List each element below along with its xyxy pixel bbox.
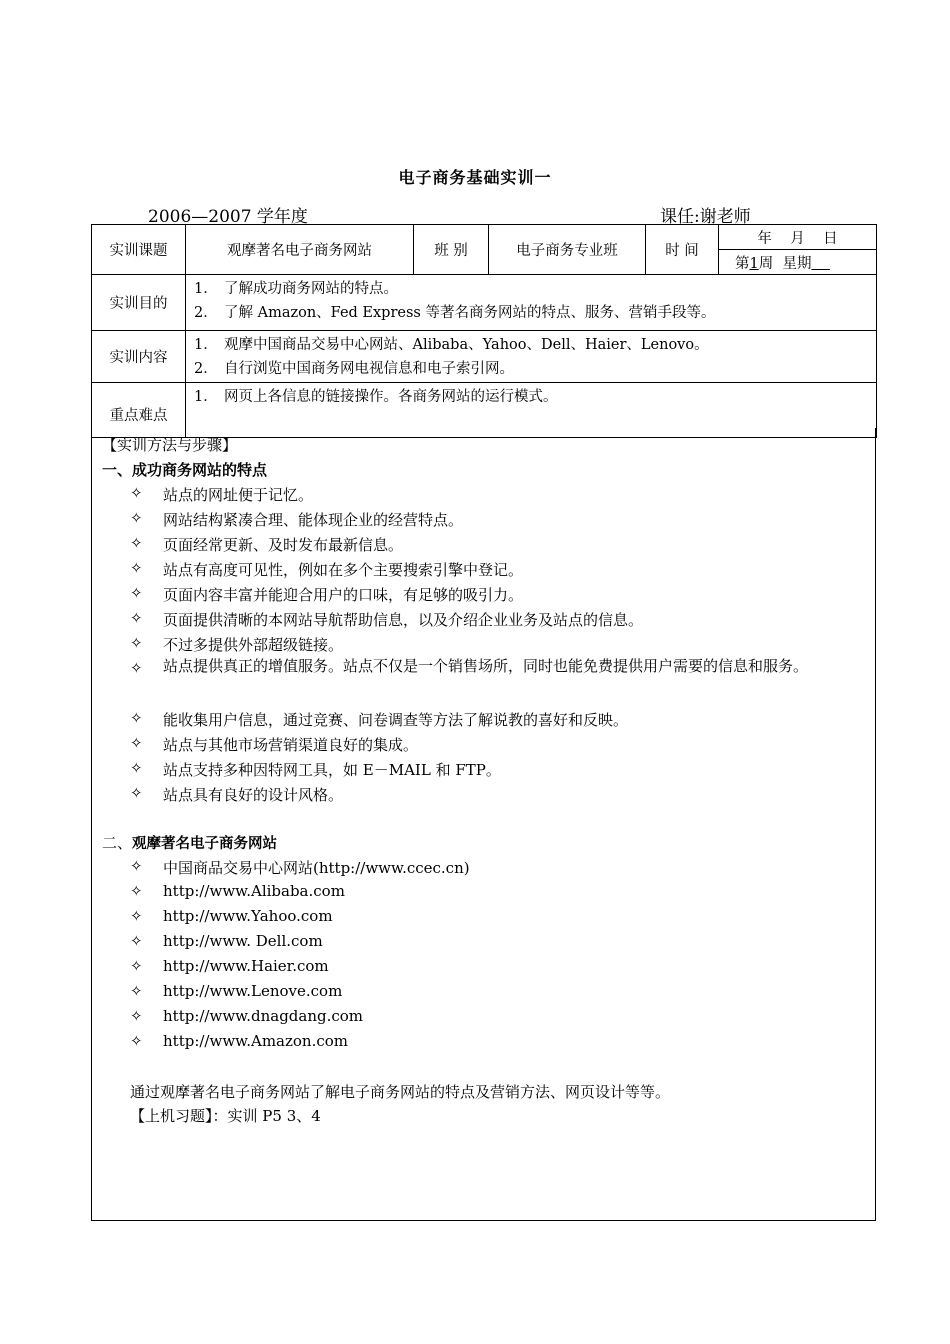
bullet-icon: ✧ [130,982,143,1000]
feature-item: 站点支持多种因特网工具，如 E－MAIL 和 FTP。 [163,761,501,779]
document-title: 电子商务基础实训一 [398,168,552,187]
feature-item: 站点的网址便于记忆。 [163,486,314,504]
site-item: http://www.dnagdang.com [163,1007,364,1025]
class-label: 班 别 [414,225,489,275]
feature-item: 能收集用户信息，通过竞赛、问卷调查等方法了解说教的喜好和反映。 [163,711,629,729]
weekday-blank [811,256,829,272]
info-table [91,224,877,438]
topic-label: 实训课题 [92,225,186,275]
exercise-text: 实训 P5 3、4 [227,1107,321,1125]
content-list [186,331,877,383]
feature-item: 网站结构紧凑合理、能体现企业的经营特点。 [163,511,464,529]
section1-heading: 一、成功商务网站的特点 [102,461,268,479]
key-item [194,385,870,409]
method-heading: 【实训方法与步骤】 [102,436,238,454]
summary-text: 通过观摩著名电子商务网站了解电子商务网站的特点及营销方法、网页设计等等。 [130,1083,671,1101]
topic-value: 观摩著名电子商务网站 [186,225,414,275]
exercise-line [130,1105,321,1126]
site-item: http://www.Lenove.com [163,982,343,1000]
feature-item: 站点具有良好的设计风格。 [163,786,344,804]
bullet-icon: ✧ [130,534,143,552]
feature-item: 页面提供清晰的本网站导航帮助信息，以及介绍企业业务及站点的信息。 [163,611,644,629]
item-text: 了解 Amazon、Fed Express 等著名商务网站的特点、服务、营销手段等。 [224,305,716,321]
feature-item: 站点与其他市场营销渠道良好的集成。 [163,736,419,754]
bullet-icon: ✧ [130,609,143,627]
item-text: 了解成功商务网站的特点。 [224,281,398,297]
purpose-item [194,277,870,301]
bullet-icon: ✧ [130,634,143,652]
academic-year: 2006—2007 学年度 [148,207,308,227]
bullet-icon: ✧ [130,882,143,900]
purpose-label: 实训目的 [92,275,186,331]
feature-item: 站点提供真正的增值服务。站点不仅是一个销售场所，同时也能免费提供用户需要的信息和服务。 [163,657,809,675]
bullet-icon: ✧ [130,659,143,677]
key-label: 重点难点 [92,383,186,438]
bullet-icon: ✧ [130,1032,143,1050]
method-section [91,428,876,1221]
bullet-icon: ✧ [130,857,143,875]
section2-prefix: 二、 [102,834,133,852]
bullet-icon: ✧ [130,784,143,802]
item-text: 网页上各信息的链接操作。各商务网站的运行模式。 [224,389,558,405]
week-cell [719,250,877,275]
item-text: 自行浏览中国商务网电视信息和电子索引网。 [224,361,514,377]
bullet-icon: ✧ [130,559,143,577]
bullet-icon: ✧ [130,759,143,777]
week-prefix: 第 [735,255,750,272]
feature-item: 页面经常更新、及时发布最新信息。 [163,536,404,554]
bullet-icon: ✧ [130,907,143,925]
purpose-item [194,301,870,325]
site-item: http://www.Amazon.com [163,1032,349,1050]
site-item: http://www.Alibaba.com [163,882,345,900]
site-item: http://www.Yahoo.com [163,907,333,925]
time-label: 时 间 [646,225,719,275]
content-item [194,357,870,381]
content-label: 实训内容 [92,331,186,383]
item-number: 2． [194,361,218,377]
item-number: 1． [194,389,218,405]
purpose-list [186,275,877,331]
bullet-icon: ✧ [130,734,143,752]
item-number: 2． [194,305,218,321]
site-item: 中国商品交易中心网站(http://www.ccec.cn) [163,859,470,877]
date-line: 年 月 日 [719,225,877,250]
exercise-label: 【上机习题】： [130,1107,228,1125]
bullet-icon: ✧ [130,709,143,727]
item-text: 观摩中国商品交易中心网站、Alibaba、Yahoo、Dell、Haier、Lenovo。 [224,337,709,353]
site-item: http://www. Dell.com [163,932,323,950]
teacher-name: 课任:谢老师 [660,207,751,227]
feature-item: 页面内容丰富并能迎合用户的口味，有足够的吸引力。 [163,586,524,604]
bullet-icon: ✧ [130,509,143,527]
bullet-icon: ✧ [130,484,143,502]
section2-title: 观摩著名电子商务网站 [132,836,278,852]
content-item [194,333,870,357]
bullet-icon: ✧ [130,932,143,950]
feature-item: 站点有高度可见性，例如在多个主要搜索引擎中登记。 [163,561,524,579]
feature-item: 不过多提供外部超级链接。 [163,636,344,654]
item-number: 1． [194,337,218,353]
week-mid: 周 星期 [758,255,812,272]
class-value: 电子商务专业班 [489,225,646,275]
bullet-icon: ✧ [130,584,143,602]
bullet-icon: ✧ [130,1007,143,1025]
week-number: 1 [749,255,759,272]
item-number: 1． [194,281,218,297]
site-item: http://www.Haier.com [163,957,329,975]
bullet-icon: ✧ [130,957,143,975]
section2-heading [102,832,277,853]
